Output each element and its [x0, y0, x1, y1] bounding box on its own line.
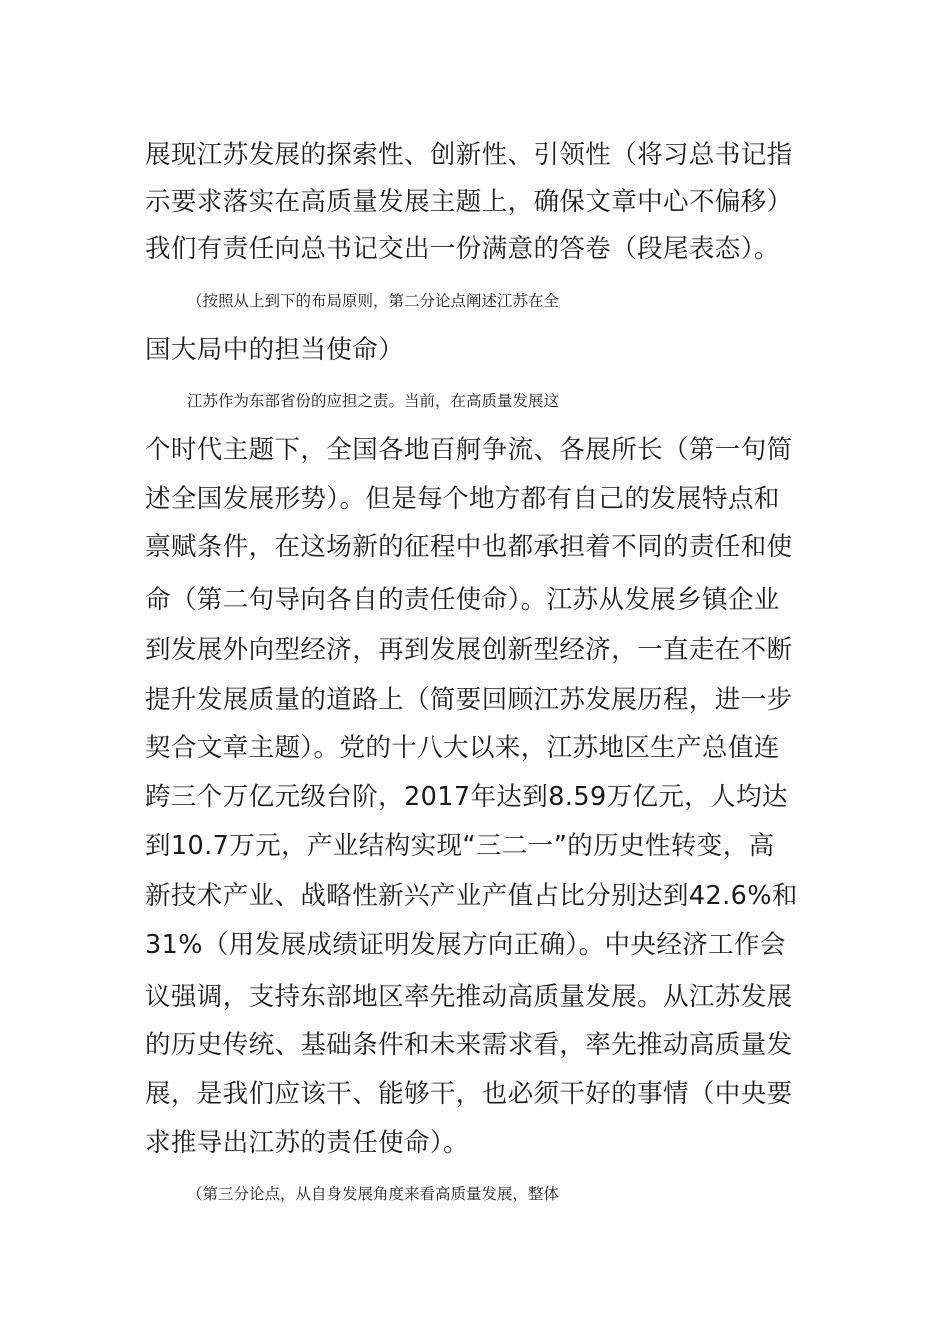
text-line: 的历史传统、基础条件和未来需求看，率先推动高质量发 — [145, 1030, 793, 1060]
text-line: 求推导出江苏的责任使命）。 — [145, 1128, 469, 1158]
text-line: 示要求落实在高质量发展主题上，确保文章中心不偏移） — [145, 187, 793, 217]
text-line: 个时代主题下，全国各地百舸争流、各展所长（第一句简 — [145, 435, 793, 465]
text-line: 31%（用发展成绩证明发展方向正确）。中央经济工作会 — [145, 930, 786, 960]
text-line: 议强调，支持东部地区率先推动高质量发展。从江苏发展 — [145, 982, 793, 1012]
text-line: 国大局中的担当使命） — [145, 335, 405, 365]
text-line: 禀赋条件，在这场新的征程中也都承担着不同的责任和使 — [145, 532, 793, 562]
text-line: 到发展外向型经济，再到发展创新型经济，一直走在不断 — [145, 635, 793, 665]
text-line: 新技术产业、战略性新兴产业产值占比分别达到42.6%和 — [145, 881, 798, 911]
text-line: 跨三个万亿元级台阶，2017年达到8.59万亿元，人均达 — [145, 782, 788, 812]
text-line: （第三分论点，从自身发展角度来看高质量发展，整体 — [187, 1185, 560, 1203]
text-line: 提升发展质量的道路上（简要回顾江苏发展历程，进一步 — [145, 685, 793, 715]
text-line: 展现江苏发展的探索性、创新性、引领性（将习总书记指 — [145, 140, 793, 170]
text-line: 我们有责任向总书记交出一份满意的答卷（段尾表态）。 — [145, 234, 780, 264]
text-line: 江苏作为东部省份的应担之责。当前，在高质量发展这 — [187, 392, 560, 410]
text-line: 到10.7万元，产业结构实现“三二一”的历史性转变，高 — [145, 831, 775, 861]
text-line: 命（第二句导向各自的责任使命）。江苏从发展乡镇企业 — [145, 585, 780, 615]
text-line: 述全国发展形势）。但是每个地方都有自己的发展特点和 — [145, 484, 780, 514]
text-line: 契合文章主题）。党的十八大以来，江苏地区生产总值连 — [145, 733, 780, 763]
text-line: （按照从上到下的布局原则，第二分论点阐述江苏在全 — [187, 292, 560, 310]
text-line: 展，是我们应该干、能够干，也必须干好的事情（中央要 — [145, 1079, 793, 1109]
